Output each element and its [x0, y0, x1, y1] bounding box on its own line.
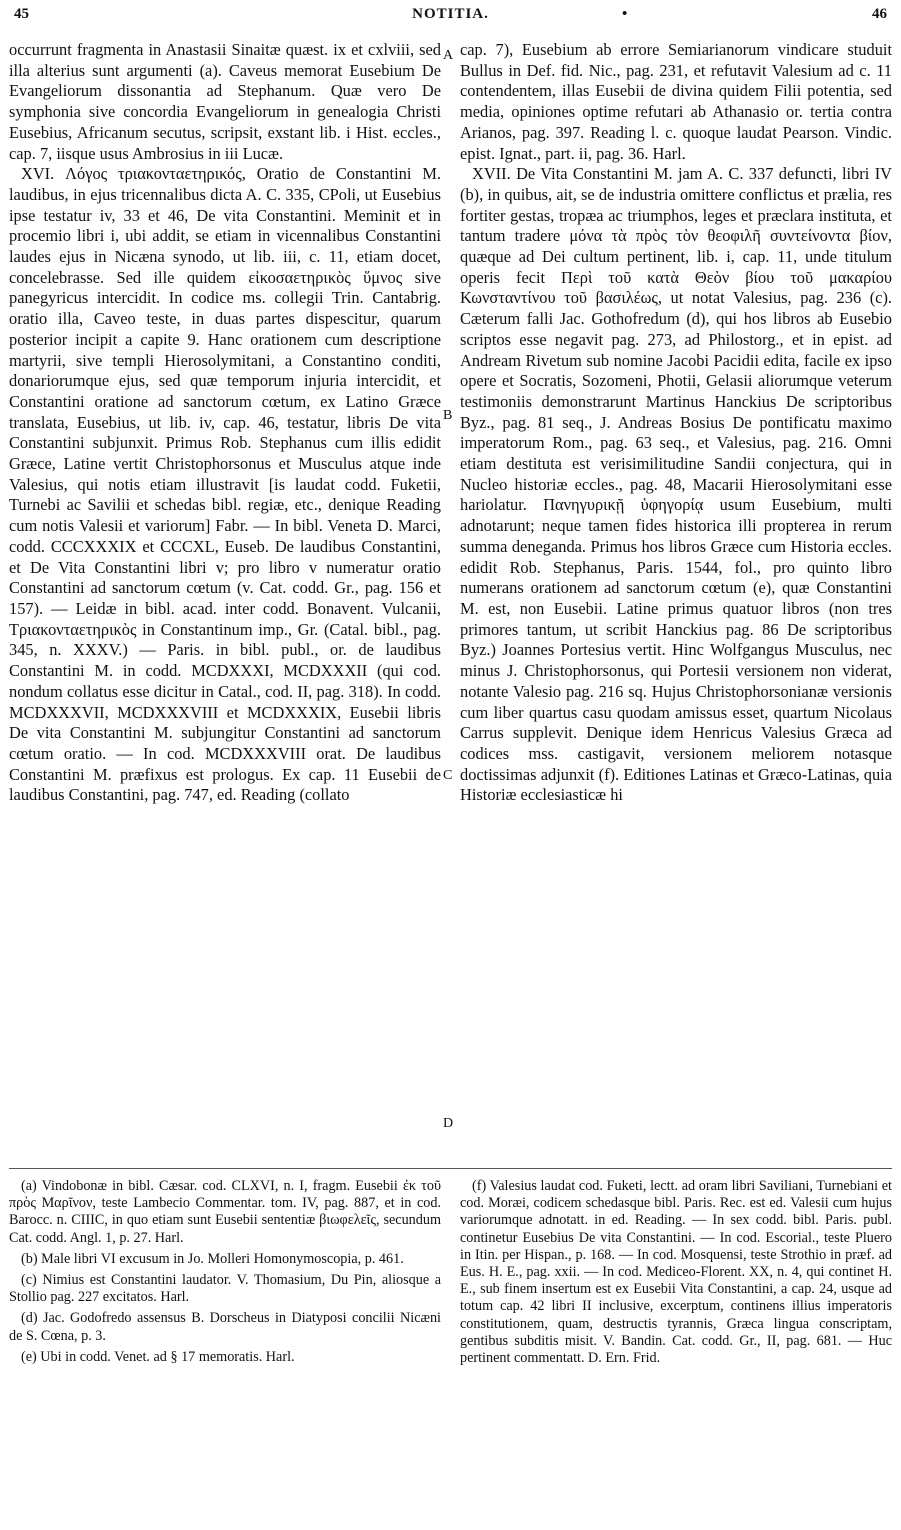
paragraph: cap. 7), Eusebium ab errore Semiarianorum vindicare studuit Bullus in Def. fid. Nic., pag. 231, et refutavit Valesium ad c. 11 contendentem, illas Eusebii de divina quidem Filii potentia, sed media, opiniones optime refutari ab Athanasio or. tertia contra Arianos, pag. 397. Reading l. c. quoque laudat Pearson. Vindic. epist. Ignat., part. ii, pag. 36. Harl.	[460, 40, 892, 163]
page-header	[14, 6, 887, 32]
footnotes-left	[9, 1178, 441, 1370]
margin-letter-a: A	[443, 48, 454, 63]
footnote: (e) Ubi in codd. Venet. ad § 17 memoratis. Harl.	[21, 1348, 295, 1365]
left-column	[9, 40, 441, 806]
footnote: (c) Nimius est Constantini laudator. V. Thomasium, Du Pin, aliosque a Stollio pag. 227 excitatos. Harl.	[9, 1272, 441, 1306]
running-title: NOTITIA.	[412, 6, 489, 22]
paragraph: occurrunt fragmenta in Anastasii Sinaitæ quæst. ix et cxlviii, sed illa alterius sunt argumenti (a). Caveus memorat Eusebium De Evangeliorum dissonantia ad Stephanum. Quæ vero De symphonia sive concordia Evangeliorum in genealogia Christi Eusebius, Africanum secutus, scripsit, exstant lib. i Hist. eccles., cap. 7, iisque usus Ambrosius in iii Lucæ.	[9, 40, 441, 163]
footnote: (f) Valesius laudat cod. Fuketi, lectt. ad oram libri Saviliani, Turnebiani et cod. Moræi, codicem schedasque bibl. Paris. Rec. est ed. Valesii cum hujus variorumque adnotatt. in ed. Reading. — In sex codd. bibl. Paris. publ. continetur Eusebius De vita Constantini. — In cod. Escorial., teste Pluero in Itin. per Hispan., p. 168. — In cod. Mosquensi, teste Strothio in præf. ad Eus. H. E., pag. xxii. — In cod. Mediceo-Florent. XX, n. 4, qui continet H. E., sub finem insertum est ex Eusebii Vita Constantini, a cap. 24, usque ad totum cap. 42 libri II inclusive, excerptum, continens illius imperatoris constitutionem, quam, destructis tyrannis, Græca lingua conscriptam, gentibus subditis misit. V. Bandin. Cat. codd. Gr., II, pag. 681. — Huc pertinent commentatt. D. Ern. Frid.	[460, 1178, 892, 1367]
footnote-divider	[9, 1168, 892, 1169]
footnotes-right	[460, 1178, 892, 1371]
footnote: (a) Vindobonæ in bibl. Cæsar. cod. CLXVI, n. I, fragm. Eusebii ἐκ τοῦ πρὸς Μαρῖνον, teste Lambecio Commentar. tom. IV, pag. 887, et in cod. Barocc. n. CIIIC, in quo etiam sunt Eusebii sententiæ βιωφελεῖς, secundum Cat. codd. Angl. 1, p. 27. Harl.	[9, 1178, 441, 1246]
margin-letter-d: D	[443, 1116, 454, 1131]
header-dot: •	[622, 6, 628, 22]
margin-letter-c: C	[443, 768, 453, 783]
footnote: (d) Jac. Godofredo assensus B. Dorscheus in Diatyposi concilii Nicæni de S. Cœna, p. 3.	[9, 1310, 441, 1344]
paragraph: XVII. De Vita Constantini M. jam A. C. 337 defuncti, libri IV (b), in quibus, ait, se de industria omittere conflictus et prælia, res fortiter gestas, tropæa ac triumphos, leges et præclara instituta, et tantum tradere μόνα τὰ πρὸς τὸν θεοφιλῆ συντείνοντα βίον, quæque ad Dei cultum pertinent, lib. i, cap. 11, unde titulum operis fecit Περὶ τοῦ κατὰ Θεὸν βίου τοῦ μακαρίου Κωνσταντίνου τοῦ βασιλέως, ut notat Valesius, pag. 236 (c). Cæterum falli Jac. Gothofredum (d), qui hos libros ab Eusebio scriptos esse negavit pag. 273, ad Philostorg., et in epist. ad Andream Rivetum sub nomine Jacobi Pacidii edita, facile ex ipso opere et Socratis, Sozomeni, Photii, Gelasii aliorumque veterum testimoniis demonstrarunt Martinus Hanckius De scriptoribus Byz., pag. 81 seq., J. Andreas Bosius De pontificatu maximo imperatorum Rom., pag. 63 seq., et Valesius, pag. 216. Omni etiam destituta est verisimilitudine Sandii conjectura, qui in Nucleo historiæ eccles., pag. 48, Macarii Hierosolymitani esse hariolatur. Πανηγυρικῇ ὑφηγορίᾳ usum Eusebium, multi adnotarunt; neque tamen fides historica illi propterea in rerum summa deneganda. Primus hos libros Græce cum Historia eccles. edidit Rob. Stephanus, Paris. 1544, fol., pro quinto libro numerans orationem ad sanctorum cœtum (e), quæ Constantini M. est, non Eusebii. Latine primus quatuor libros (non tres primores tantum, ut scribit Hanckius pag. 86 De scriptoribus Byz.) Joannes Portesius vertit. Hinc Wolfgangus Musculus, nec minus J. Christophorsonus, qui Portesii versionem non viderat, notante Valesio pag. 216 sq. Hujus Christophorsonianæ versionis cum liber quartus casu quodam amissus esset, quartum Nicolaus Carrus supplevit. Denique idem Henricus Valesius Græca ad codices mss. castigavit, versionem meliorem notasque doctissimas adjunxit (f). Editiones Latinas et Græco-Latinas, quia Historiæ ecclesiasticæ hi	[460, 164, 892, 805]
footnote: (b) Male libri VI excusum in Jo. Molleri Homonymoscopia, p. 461.	[21, 1250, 404, 1267]
margin-letter-b: B	[443, 408, 453, 423]
page-number-left: 45	[14, 6, 29, 22]
page-number-right: 46	[872, 6, 887, 22]
right-column	[460, 40, 892, 806]
paragraph: XVI. Λόγος τριακονταετηρικός, Oratio de Constantini M. laudibus, in ejus tricennalibus dicta A. C. 335, CPoli, ut Eusebius ipse testatur iv, 33 et 46, De vita Constantini. Meminit et in procemio libri i, ubi addit, se etiam in vicennalibus Constantini laudes ejus in Nicæna synodo, ut lib. iii, c. 11, etiam docet, concelebrasse. Sed ille quidem εἰκοσαετηρικὸς ὕμνος sive panegyricus intercidit. In codice ms. collegii Trin. Cantabrig. oratio illa, Caveo teste, in duas partes dispescitur, quarum posterior incipit a capite 9. Hanc orationem cum descriptione martyrii, sive templi Hierosolymitani, a Constantino conditi, donariorumque ejus, sed quæ temporum injuria intercidit, et Constantini oratione ad sanctorum cœtum, ex Latino Græce translata, Eusebius, ut lib. iv, cap. 46, testatur, libris De vita Constantini subjunxit. Primus Rob. Stephanus cum illis edidit Græce, Latine vertit Christophorsonus et Musculus atque inde Valesius, qui notis etiam illustravit [is laudat codd. Fuketii, Turnebi ac Savilii et schedas bibl. regiæ, etc., denique Reading cum notis Valesii et variorum] Fabr. — In bibl. Veneta D. Marci, codd. CCCXXXIX et CCCXL, Euseb. De laudibus Constantini, et De Vita Constantini libri v; pro libro v numeratur oratio Constantini ad sanctorum cœtum (v. Cat. codd. Gr., pag. 156 et 157). — Leidæ in bibl. acad. inter codd. Bonavent. Vulcanii, Τριακονταετηρικὸς in Constantinum imp., Gr. (Catal. bibl., pag. 345, n. XXXV.) — Paris. in bibl. publ., or. de laudibus Constantini M. in codd. MCDXXXI, MCDXXXII (qui cod. nondum collatus esse dicitur in Catal., cod. II, pag. 318). In codd. MCDXXXVII, MCDXXXVIII et MCDXXXIX, Eusebii libris De vita Constantini M. subjungitur Constantini ad sanctorum cœtum oratio. — In cod. MCDXXXVIII orat. De laudibus Constantini M. præfixus est prologus. Ex cap. 11 Eusebii de laudibus Constantini, pag. 747, ed. Reading (collato	[9, 164, 441, 805]
